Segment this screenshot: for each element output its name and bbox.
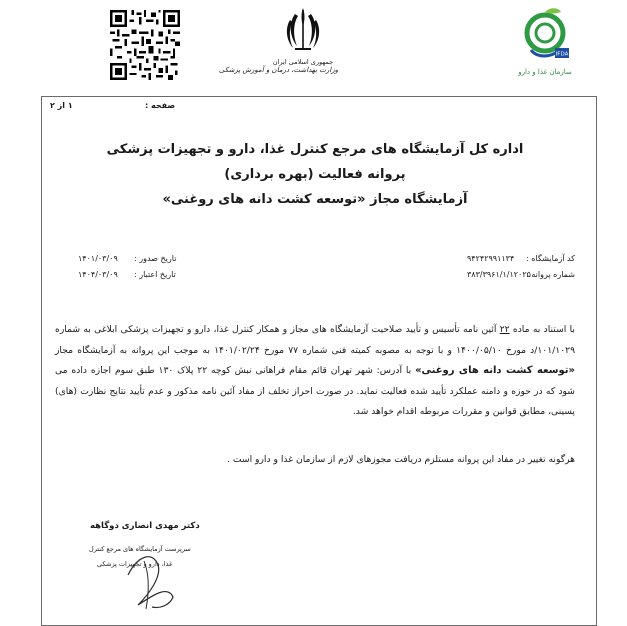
body-part-a: با استناد به ماده: [512, 324, 575, 335]
issue-date-value: ۱۴۰۱/۰۳/۰۹: [78, 254, 118, 263]
title-line3: آزمایشگاه مجاز «توسعه کشت دانه های روغنی»: [162, 192, 468, 207]
signatory-name: دکتر مهدی انصاری دوگاهه: [90, 521, 200, 531]
ministry-logo: [218, 6, 338, 94]
license-number-value: ۳۸۳/۳۹۶۱/۱/۱۲۰۲۵: [467, 270, 531, 279]
page-label: صفحه :: [145, 101, 176, 110]
ministry-line1: جمهوری اسلامی ایران: [272, 58, 334, 66]
issue-date-label: تاریخ صدور :: [134, 254, 177, 263]
ministry-line2: وزارت بهداشت، درمان و آموزش پزشکی: [218, 66, 338, 74]
handwritten-signature: [108, 525, 188, 611]
article-number: ۲۲: [499, 324, 510, 335]
fda-abbr: IFDA: [555, 51, 569, 58]
lab-code-label: کد آزمایشگاه :: [525, 254, 575, 263]
title-line2: پروانه فعالیت (بهره برداری): [224, 167, 406, 182]
body-part-c: با آدرس: شهر تهران قائم مقام فراهانی نبش کوچه ۲۲ پلاک ۱۳۰ طبق سوم اجازه داده می شود که در حوزه و دامنه عملکرد تأیید شده فعالیت نماید. در صورت احراز تخلف از مفاد آئین نامه مذکور و عدم تأیید نتایج نظارت (های) پسینی، مطابق قوانین و مقررات مربوطه اقدام خواهد شد.: [55, 365, 575, 417]
qr-code: [110, 10, 180, 80]
lab-name: «توسعه کشت دانه های روغنی»: [415, 365, 575, 376]
body-part-b: آئین نامه تأسیس و تأیید صلاحیت آزمایشگاه های مجاز و همکار کنترل غذا، دارو و تجهیزات پزشکی ابلاغی به شماره ۱۰۱/۱۰۲۹/د مورخ ۱۴۰۰/۰۵/۱۰ و با توجه به مصوبه کمیته فنی شماره ۷۷ مورخ ۱۴۰۱/۰۲/۲۴ به موجب این پروانه به آزمایشگاه مجاز: [55, 324, 576, 356]
license-body: [55, 320, 575, 423]
title-line1: اداره کل آزمایشگاه های مرجع کنترل غذا، دارو و تجهیزات پزشکی: [106, 142, 524, 157]
page-number: ۱ از ۲: [50, 101, 73, 110]
valid-date-label: تاریخ اعتبار :: [134, 270, 176, 279]
change-notice: هرگونه تغییر در مفاد این پروانه مستلزم دریافت مجوزهای لازم از سازمان غذا و دارو است .: [227, 454, 575, 465]
signatory-title2: غذا، دارو و تجهیزات پزشکی: [97, 560, 173, 568]
fda-logo: [505, 6, 585, 84]
iran-emblem-icon: [281, 6, 325, 54]
fda-name: سازمان غذا و دارو: [518, 68, 572, 76]
fda-leaf-icon: [517, 6, 573, 64]
qr-code-icon: [110, 10, 180, 80]
valid-date-value: ۱۴۰۴/۰۳/۰۹: [78, 270, 118, 279]
license-number-label: شماره پروانه :: [526, 270, 575, 279]
signatory-title1: سرپرست آزمایشگاه های مرجع کنترل: [89, 545, 191, 553]
lab-code-value: ۹۴۲۴۲۹۹۱۱۳۴: [467, 254, 515, 263]
